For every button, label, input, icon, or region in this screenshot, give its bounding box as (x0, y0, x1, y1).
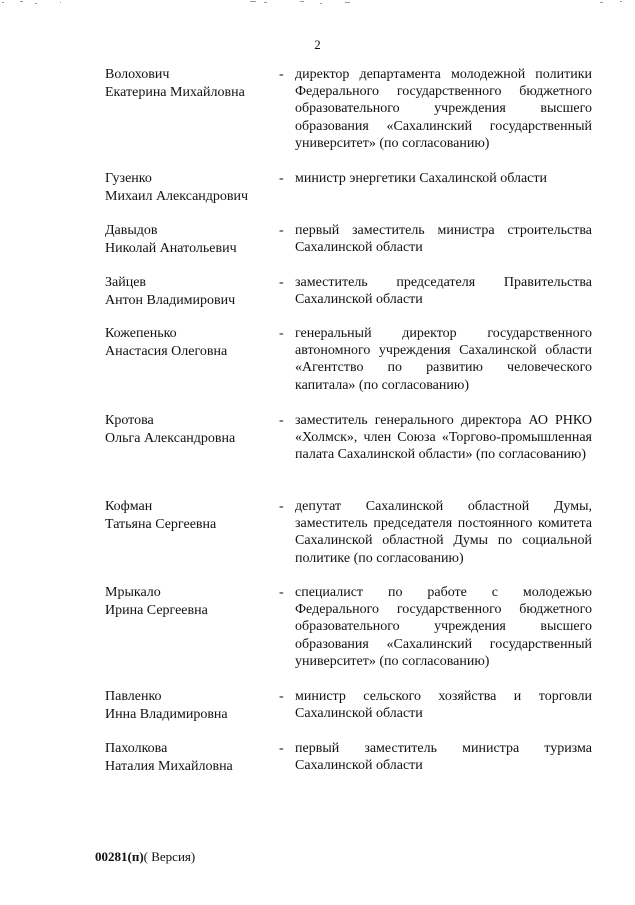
member-surname: Мрыкало (105, 585, 161, 600)
document-number: 00281(п) (95, 849, 144, 864)
member-name (105, 498, 275, 533)
member-given-names: Ольга Александровна (105, 430, 236, 446)
member-given-names: Анастасия Олеговна (105, 343, 228, 359)
member-name (105, 222, 275, 257)
member-position: генеральный директор государственного автономного учреждения Сахалинской области «Агентство по развитию человеческого капитала» (по согласованию) (295, 326, 592, 393)
page-number: 2 (314, 37, 321, 52)
member-position: заместитель генерального директора АО РНКО «Холмск», член Союза «Торгово-промышленная палата Сахалинской области» (по согласованию) (295, 413, 592, 463)
member-surname: Давыдов (105, 223, 158, 238)
member-name (105, 688, 275, 723)
member-position: первый заместитель министра туризма Сахалинской области (295, 741, 592, 774)
member-given-names: Екатерина Михайловна (105, 84, 245, 100)
member-position: депутат Сахалинской областной Думы, заместитель председателя постоянного комитета Сахалинской областной Думы по социальной политике (по согласованию) (295, 499, 592, 566)
member-dash: - (279, 585, 284, 600)
member-position: первый заместитель министра строительства Сахалинской области (295, 223, 592, 256)
member-given-names: Николай Анатольевич (105, 240, 237, 256)
member-surname: Кожепенько (105, 326, 177, 341)
member-name (105, 170, 275, 205)
document-version-label: ( Версия) (143, 849, 196, 864)
member-dash: - (279, 67, 284, 82)
member-name (105, 325, 275, 360)
member-position: директор департамента молодежной политики Федерального государственного бюджетного образовательного учреждения высшего образования «Сахалинский государственный университет» (по согласованию) (295, 67, 592, 151)
member-given-names: Михаил Александрович (105, 188, 249, 204)
member-position: министр энергетики Сахалинской области (295, 171, 547, 186)
member-given-names: Инна Владимировна (105, 706, 228, 722)
member-dash: - (279, 689, 284, 704)
document-code (95, 849, 195, 865)
member-dash: - (279, 499, 284, 514)
member-surname: Павленко (105, 689, 162, 704)
member-dash: - (279, 413, 284, 428)
member-dash: - (279, 326, 284, 341)
member-surname: Пахолкова (105, 741, 168, 756)
member-position: специалист по работе с молодежью Федерального государственного бюджетного образовательного учреждения высшего образования «Сахалинский государственный университет» (по согласованию) (295, 585, 592, 669)
member-name (105, 274, 275, 309)
member-surname: Зайцев (105, 275, 147, 290)
member-position: министр сельского хозяйства и торговли Сахалинской области (295, 689, 592, 722)
member-dash: - (279, 171, 284, 186)
member-given-names: Татьяна Сергеевна (105, 516, 217, 532)
member-surname: Кофман (105, 499, 153, 514)
member-surname: Кротова (105, 413, 154, 428)
member-surname: Гузенко (105, 171, 152, 186)
member-given-names: Ирина Сергеевна (105, 602, 208, 618)
member-name (105, 66, 275, 101)
member-surname: Волохович (105, 67, 170, 82)
member-dash: - (279, 223, 284, 238)
member-dash: - (279, 741, 284, 756)
member-dash: - (279, 275, 284, 290)
member-name (105, 584, 275, 619)
member-name (105, 740, 275, 775)
member-position: заместитель председателя Правительства Сахалинской области (295, 275, 592, 308)
member-given-names: Наталия Михайловна (105, 758, 233, 774)
member-name (105, 412, 275, 447)
scan-noise-top (0, 0, 635, 10)
member-given-names: Антон Владимирович (105, 292, 236, 308)
